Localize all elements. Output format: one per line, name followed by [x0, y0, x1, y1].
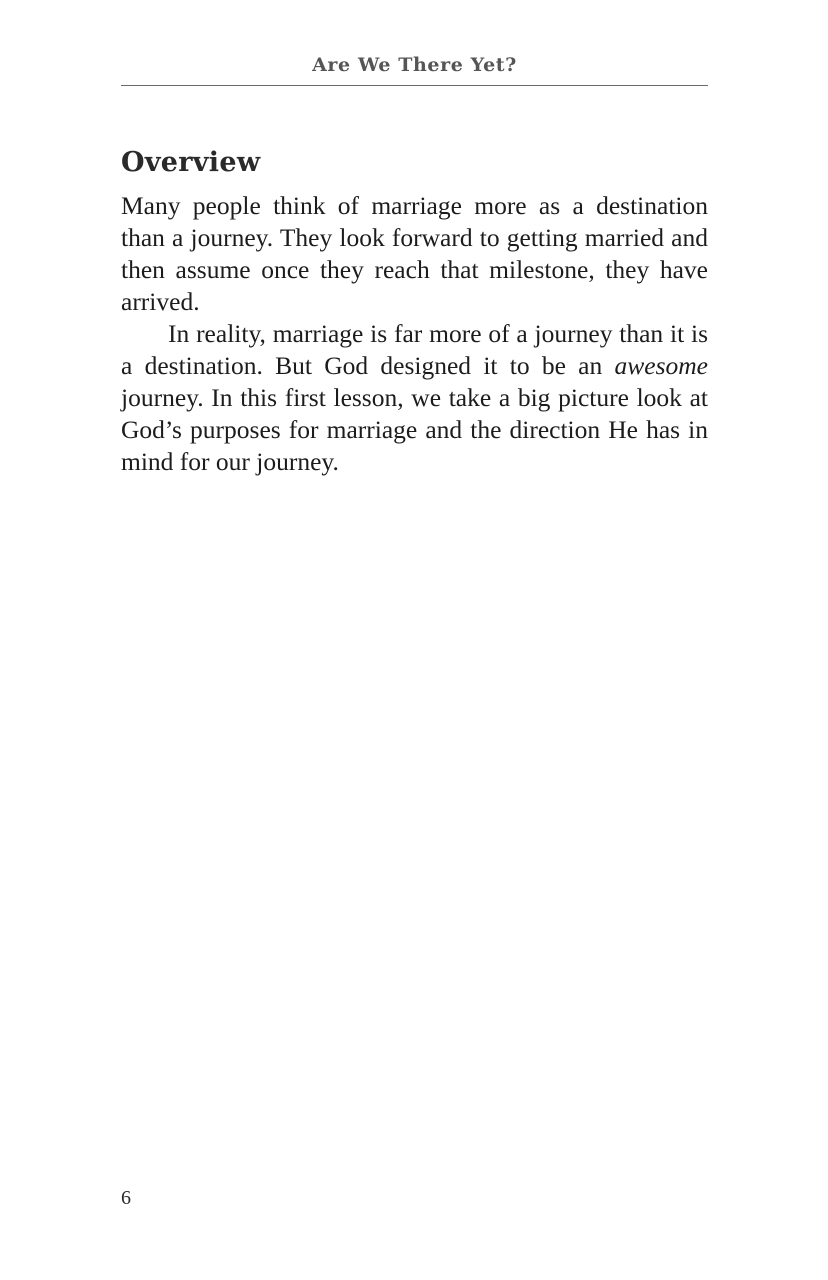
header-rule	[121, 85, 708, 86]
paragraph-2	[121, 318, 708, 478]
paragraph-2-text-after: journey. In this first lesson, we take a big picture look at God’s purposes for marriage and the direction He has in mind for our journey.	[121, 383, 708, 476]
section-heading: Overview	[121, 147, 261, 178]
body-text	[121, 190, 708, 478]
running-header: Are We There Yet?	[312, 54, 517, 76]
paragraph-1: Many people think of marriage more as a destination than a journey. They look forward to getting married and then assume once they reach that milestone, they have arrived.	[121, 191, 708, 316]
paragraph-2-text-before: In reality, marriage is far more of a journey than it is a destination. But God designed it to be an	[121, 319, 708, 380]
page-number: 6	[121, 1187, 131, 1209]
paragraph-2-emphasis: awesome	[614, 351, 708, 380]
